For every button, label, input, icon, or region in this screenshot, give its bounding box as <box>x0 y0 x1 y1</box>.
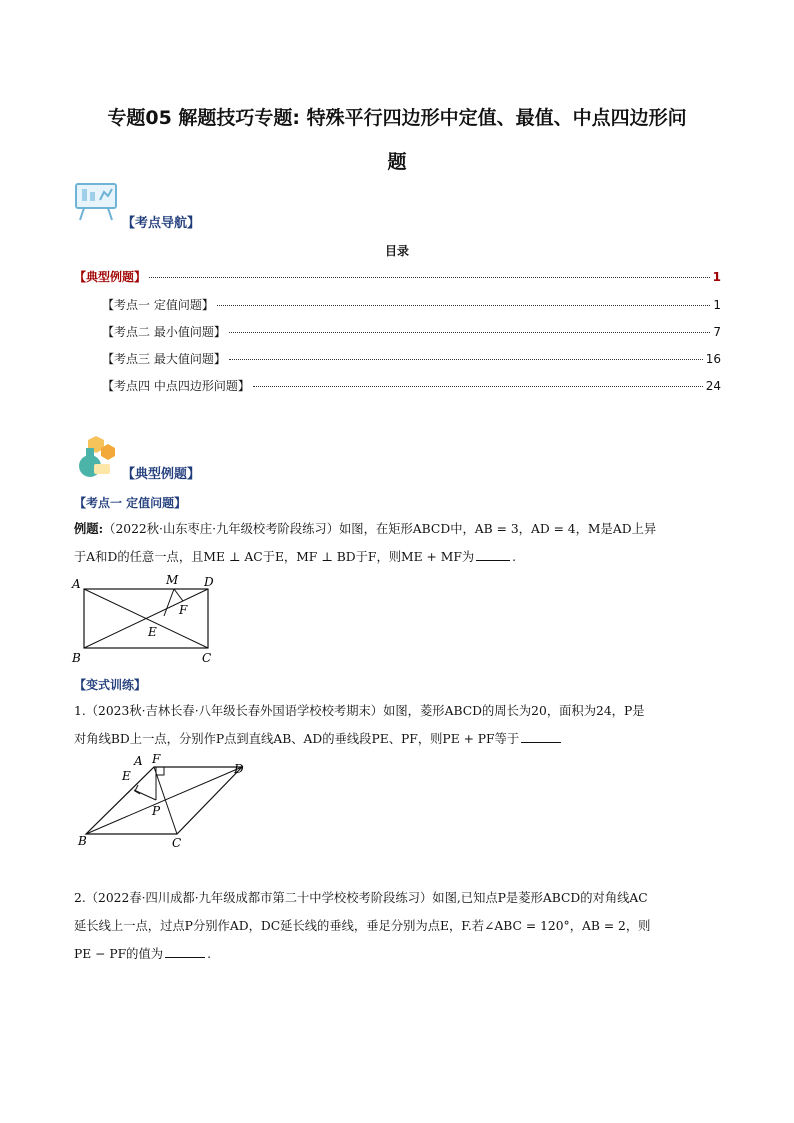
question-1 <box>74 697 722 753</box>
toc-entry-3[interactable] <box>102 350 721 367</box>
fig2-label-C: C <box>172 836 182 850</box>
toc-title: 目录 <box>384 244 409 258</box>
q1-line2: 对角线BD上一点，分别作P点到直线AB、AD的垂线段PE、PF，则PE + PF等于 <box>74 732 520 746</box>
page-title-line1: 专题05 解题技巧专题: 特殊平行四边形中定值、最值、中点四边形问 <box>107 107 687 129</box>
q2-line3-end: . <box>207 947 211 961</box>
figure-rectangle <box>66 568 226 668</box>
question-2 <box>74 884 722 968</box>
toc-dots <box>253 385 703 387</box>
toc-entry-label: 【考点一 定值问题】 <box>102 298 214 312</box>
fig1-label-D: D <box>204 575 214 589</box>
q2-line2: 延长线上一点，过点P分别作AD，DC延长线的垂线，垂足分别为点E，F.若∠ABC = 120°，AB = 2，则 <box>74 919 651 933</box>
toc-page-number: 7 <box>713 325 721 339</box>
example-line2-end: . <box>512 550 517 564</box>
fig2-label-P: P <box>152 804 161 818</box>
fig2-label-D: D <box>234 762 244 776</box>
answer-blank[interactable] <box>521 741 561 743</box>
example-line1: （2022秋·山东枣庄·九年级校考阶段练习）如图，在矩形ABCD中，AB = 3，AD = 4，M是AD上异 <box>103 522 657 536</box>
examples-heading: 【典型例题】 <box>122 467 201 482</box>
toc-page-number: 24 <box>705 379 721 393</box>
page-title <box>60 96 734 184</box>
toc-entry-label: 【考点二 最小值问题】 <box>102 325 226 339</box>
toc-entry-label: 【典型例题】 <box>74 270 147 284</box>
toc-entry-1[interactable] <box>102 296 721 313</box>
q1-line1: 1.（2023秋·吉林长春·八年级长春外国语学校校考期末）如图，菱形ABCD的周长为20，面积为24，P是 <box>74 704 645 718</box>
q2-line3: PE − PF的值为 <box>74 947 164 961</box>
toc-entry-2[interactable] <box>102 323 721 340</box>
toc-page-number: 16 <box>705 352 721 366</box>
fig2-label-F: F <box>152 753 161 766</box>
fig1-label-F: F <box>179 603 188 617</box>
page-title-line2: 题 <box>387 151 407 173</box>
fig1-label-E: E <box>148 625 157 639</box>
example-prefix: 例题: <box>74 521 104 536</box>
toc-entry-label: 【考点四 中点四边形问题】 <box>102 379 250 393</box>
toc-entry-4[interactable] <box>102 377 721 394</box>
fig2-label-E: E <box>122 769 131 783</box>
toc-dots <box>217 304 711 306</box>
fig1-label-M: M <box>166 573 179 587</box>
q2-line1: 2.（2022春·四川成都·九年级成都市第二十中学校校考阶段练习）如图,已知点P是菱形ABCD的对角线AC <box>74 891 648 905</box>
variant-heading: 【变式训练】 <box>74 678 147 692</box>
answer-blank[interactable] <box>165 956 205 958</box>
toc-dots <box>149 276 710 278</box>
fig2-label-A: A <box>134 754 143 768</box>
toc-entry-label: 【考点三 最大值问题】 <box>102 352 226 366</box>
toc-page-number: 1 <box>712 270 721 284</box>
fig1-label-C: C <box>202 651 212 665</box>
toc-page-number: 1 <box>713 298 721 312</box>
fig1-label-B: B <box>72 651 81 665</box>
presentation-board-icon <box>74 180 120 222</box>
fig1-label-A: A <box>72 577 81 591</box>
kaodian-1-heading: 【考点一 定值问题】 <box>74 496 187 510</box>
example-paragraph <box>74 515 722 571</box>
toc-dots <box>229 358 703 360</box>
figure-rhombus <box>72 753 252 853</box>
fig2-label-B: B <box>78 834 87 848</box>
example-line2: 于A和D的任意一点，且ME ⊥ AC于E，MF ⊥ BD于F，则ME + MF为 <box>74 550 475 564</box>
answer-blank[interactable] <box>476 559 510 561</box>
nav-heading: 【考点导航】 <box>122 216 201 231</box>
toc-dots <box>229 331 711 333</box>
flask-icon <box>72 434 120 480</box>
toc-entry-main[interactable] <box>74 268 721 285</box>
